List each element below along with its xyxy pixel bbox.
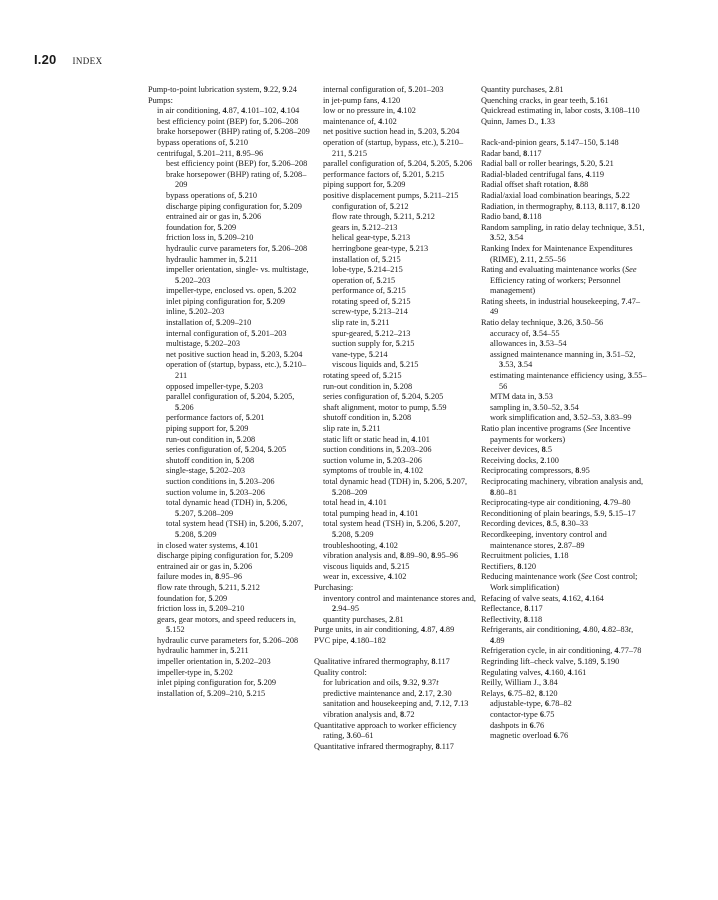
index-entry: dashpots in 6.76 xyxy=(490,720,545,730)
index-entry: total pumping head in, 4.101 xyxy=(323,508,419,518)
index-entry: entrained air or gas in, 5.206 xyxy=(157,561,253,571)
index-entry: sanitation and housekeeping and, 7.12, 7.13 xyxy=(323,699,469,709)
index-entry: Ratio plan incentive programs (See Incentive payments for workers) xyxy=(481,424,631,444)
index-entry: Rating and evaluating maintenance works (See Efficiency rating of workers; Personnel management) xyxy=(481,265,637,296)
index-entry: Random sampling, in ratio delay technique, 3.51, 3.52, 3.54 xyxy=(481,222,645,243)
index-entry: installation of, 5.215 xyxy=(332,254,401,264)
index-entry: Quantity purchases, 2.81 xyxy=(481,85,564,94)
index-entry: adjustable-type, 6.78–82 xyxy=(490,699,572,709)
index-entry: gears, gear motors, and speed reducers in, 5.152 xyxy=(157,614,296,635)
index-entry: brake horsepower (BHP) rating of, 5.208–209 xyxy=(166,169,307,190)
index-entry: predictive maintenance and, 2.17, 2.30 xyxy=(323,688,452,698)
index-entry: Qualitative infrared thermography, 8.117 xyxy=(314,657,450,667)
index-entry: static lift or static head in, 4.101 xyxy=(323,434,430,444)
index-entry: installation of, 5.209–210, 5.215 xyxy=(157,688,266,698)
index-entry: total dynamic head (TDH) in, 5.206, 5.207, 5.208–209 xyxy=(323,476,468,497)
index-entry: Radial/axial load combination bearings, 5.22 xyxy=(481,190,630,200)
index-entry: Quinn, James D., 1.33 xyxy=(481,116,555,126)
index-entry: inventory control and maintenance stores and, 2.94–95 xyxy=(323,593,476,614)
index-entry: Radial-bladed centrifugal fans, 4.119 xyxy=(481,169,604,179)
index-entry: net positive suction head in, 5.203, 5.204 xyxy=(166,349,303,359)
index-entry: total head in, 4.101 xyxy=(323,498,387,508)
index-entry: Receiving docks, 2.100 xyxy=(481,455,559,465)
index-entry: Rectifiers, 8.120 xyxy=(481,561,537,571)
index-entry: net positive suction head in, 5.203, 5.204 xyxy=(323,127,460,137)
index-entry: foundation for, 5.209 xyxy=(166,222,237,232)
index-entry: work simplification and, 3.52–53, 3.83–99 xyxy=(490,413,632,423)
index-entry: sampling in, 3.50–52, 3.54 xyxy=(490,402,579,412)
index-entry: total dynamic head (TDH) in, 5.206, 5.207, 5.208–209 xyxy=(166,498,288,518)
index-entry: piping support for, 5.209 xyxy=(323,180,406,190)
index-entry: friction loss in, 5.209–210 xyxy=(166,233,254,243)
index-entry: Quenching cracks, in gear teeth, 5.161 xyxy=(481,95,609,105)
index-entry: inlet piping configuration for, 5.209 xyxy=(166,296,286,306)
index-entry: assigned maintenance manning in, 3.51–52, 3.53, 3.54 xyxy=(490,349,636,370)
index-entry: Regulating valves, 4.160, 4.161 xyxy=(481,667,587,677)
index-entry: viscous liquids and, 5.215 xyxy=(323,561,410,571)
index-entry: vibration analysis and, 8.72 xyxy=(323,710,415,720)
index-entry: piping support for, 5.209 xyxy=(166,424,249,433)
index-entry: internal configuration of, 5.201–203 xyxy=(323,85,444,94)
index-entry: brake horsepower (BHP) rating of, 5.208–209 xyxy=(157,127,310,137)
index-entry: Reciprocating machinery, vibration analysis and, 8.80–81 xyxy=(481,476,644,497)
index-entry: symptoms of trouble in, 4.102 xyxy=(323,466,424,476)
index-column-3 xyxy=(481,85,647,742)
index-entry: bypass operations of, 5.210 xyxy=(157,137,249,147)
index-entry: Refrigerants, air conditioning, 4.80, 4.82–83t, 4.89 xyxy=(481,625,634,645)
index-column-1 xyxy=(148,85,310,699)
index-entry: internal configuration of, 5.201–203 xyxy=(166,328,287,338)
index-entry: wear in, excessive, 4.102 xyxy=(323,572,407,582)
index-entry: parallel configuration of, 5.204, 5.205, 5.206 xyxy=(166,392,295,412)
index-entry: screw-type, 5.213–214 xyxy=(332,307,408,317)
index-entry: flow rate through, 5.211, 5.212 xyxy=(157,582,260,592)
index-entry: Reciprocating compressors, 8.95 xyxy=(481,466,590,476)
index-entry: lobe-type, 5.214–215 xyxy=(332,265,403,275)
index-entry: installation of, 5.209–210 xyxy=(166,318,252,328)
index-entry: shutoff condition in, 5.208 xyxy=(323,413,412,423)
index-entry: helical gear-type, 5.213 xyxy=(332,233,411,243)
index-entry: Ratio delay technique, 3.26, 3.50–56 xyxy=(481,318,604,328)
index-entry: Purchasing: xyxy=(314,582,354,592)
index-entry: MTM data in, 3.53 xyxy=(490,392,553,402)
index-entry: impeller orientation in, 5.202–203 xyxy=(157,657,271,667)
index-entry: operation of (startup, bypass, etc.), 5.210–211, 5.215 xyxy=(323,137,464,158)
index-entry: hydraulic curve parameters for, 5.206–208 xyxy=(157,635,299,645)
index-entry: performance of, 5.215 xyxy=(332,286,406,296)
index-entry: single-stage, 5.202–203 xyxy=(166,466,246,476)
index-entry: discharge piping configuration for, 5.209 xyxy=(157,551,293,561)
index-entry: Quality control: xyxy=(314,667,367,677)
index-entry: Recording devices, 8.5, 8.30–33 xyxy=(481,519,589,529)
index-entry: best efficiency point (BEP) for, 5.206–208 xyxy=(157,116,299,126)
index-entry: quantity purchases, 2.81 xyxy=(323,614,404,624)
index-entry: hydraulic hammer in, 5.211 xyxy=(157,646,249,656)
index-entry: configuration of, 5.212 xyxy=(332,201,409,211)
index-entry: Recruitment policies, 1.18 xyxy=(481,551,569,561)
index-entry: positive displacement pumps, 5.211–215 xyxy=(323,190,459,200)
index-entry: Purge units, in air conditioning, 4.87, 4.89 xyxy=(314,625,455,635)
index-entry: spur-geared, 5.212–213 xyxy=(332,328,411,338)
index-entry: shutoff condition in, 5.208 xyxy=(166,455,255,465)
index-entry: inline, 5.202–203 xyxy=(166,307,225,317)
index-entry: opposed impeller-type, 5.203 xyxy=(166,381,264,391)
index-entry: vibration analysis and, 8.89–90, 8.95–96 xyxy=(323,551,459,561)
index-entry: shaft alignment, motor to pump, 5.59 xyxy=(323,402,447,412)
index-entry: Reflectance, 8.117 xyxy=(481,604,543,614)
index-entry: operation of (startup, bypass, etc.), 5.210–211 xyxy=(166,360,307,381)
index-entry: Recordkeeping, inventory control and maintenance stores, 2.87–89 xyxy=(481,529,607,550)
page-header xyxy=(34,52,102,70)
index-entry: bypass operations of, 5.210 xyxy=(166,190,258,200)
index-entry: failure modes in, 8.95–96 xyxy=(157,572,243,582)
index-entry: Refrigeration cycle, in air conditioning, 4.77–78 xyxy=(481,646,642,656)
index-entry: Reducing maintenance work (See Cost control; Work simplification) xyxy=(481,572,638,592)
index-entry: herringbone gear-type, 5.213 xyxy=(332,243,429,253)
index-entry: hydraulic hammer in, 5.211 xyxy=(166,254,258,264)
index-entry: Regrinding lift–check valve, 5.189, 5.190 xyxy=(481,657,620,667)
index-entry: series configuration of, 5.204, 5.205 xyxy=(166,445,287,455)
index-entry: friction loss in, 5.209–210 xyxy=(157,604,245,614)
index-entry: PVC pipe, 4.180–182 xyxy=(314,635,386,645)
index-entry: suction volume in, 5.203–206 xyxy=(323,455,422,465)
index-entry: total system head (TSH) in, 5.206, 5.207, 5.208, 5.209 xyxy=(323,519,461,539)
index-entry: total system head (TSH) in, 5.206, 5.207, 5.208, 5.209 xyxy=(166,519,304,539)
index-entry: Reilly, William J., 3.84 xyxy=(481,678,558,688)
index-entry: Radiation, in thermography, 8.113, 8.117, 8.120 xyxy=(481,201,640,211)
index-entry: Ranking Index for Maintenance Expenditures (RIME), 2.11, 2.55–56 xyxy=(481,243,633,264)
letter-gap xyxy=(314,646,476,657)
index-entry: operation of, 5.215 xyxy=(332,275,396,285)
index-entry: vane-type, 5.214 xyxy=(332,349,388,359)
index-entry: viscous liquids and, 5.215 xyxy=(332,360,419,370)
index-entry: impeller orientation, single- vs. multistage, 5.202–203 xyxy=(166,265,309,285)
index-entry: slip rate in, 5.211 xyxy=(332,318,390,328)
index-entry: Rack-and-pinion gears, 5.147–150, 5.148 xyxy=(481,137,619,147)
index-entry: accuracy of, 3.54–55 xyxy=(490,328,560,338)
index-entry: performance factors of, 5.201 xyxy=(166,413,265,423)
index-entry: inlet piping configuration for, 5.209 xyxy=(157,678,277,688)
index-entry: Reciprocating-type air conditioning, 4.79–80 xyxy=(481,498,631,508)
index-entry: contactor-type 6.75 xyxy=(490,710,555,720)
index-entry: Reconditioning of plain bearings, 5.9, 5.15–17 xyxy=(481,508,636,518)
index-entry: suction supply for, 5.215 xyxy=(332,339,415,349)
index-entry: Refacing of valve seats, 4.162, 4.164 xyxy=(481,593,604,603)
index-entry: Quantitative approach to worker efficiency rating, 3.60–61 xyxy=(314,720,457,741)
index-entry: suction conditions in, 5.203–206 xyxy=(166,476,275,486)
index-entry: Radio band, 8.118 xyxy=(481,212,542,222)
index-entry: multistage, 5.202–203 xyxy=(166,339,240,349)
index-entry: impeller-type in, 5.202 xyxy=(157,667,233,677)
index-entry: parallel configuration of, 5.204, 5.205, 5.206 xyxy=(323,159,473,169)
index-entry: series configuration of, 5.204, 5.205 xyxy=(323,392,444,402)
section-title: INDEX xyxy=(72,56,103,66)
index-entry: Radial ball or roller bearings, 5.20, 5.21 xyxy=(481,159,614,169)
index-entry: flow rate through, 5.211, 5.212 xyxy=(332,212,435,222)
index-entry: Relays, 6.75–82, 8.120 xyxy=(481,688,558,698)
page-number: I.20 xyxy=(34,52,57,67)
index-entry: Quantitative infrared thermography, 8.117 xyxy=(314,741,454,751)
index-entry: best efficiency point (BEP) for, 5.206–208 xyxy=(166,159,308,169)
index-entry: allowances in, 3.53–54 xyxy=(490,339,567,349)
index-entry: foundation for, 5.209 xyxy=(157,593,228,603)
index-column-2 xyxy=(314,85,476,752)
index-entry: entrained air or gas in, 5.206 xyxy=(166,212,262,222)
index-entry: maintenance of, 4.102 xyxy=(323,116,397,126)
index-entry: in jet-pump fans, 4.120 xyxy=(323,95,401,105)
index-entry: Reflectivity, 8.118 xyxy=(481,614,543,624)
index-entry: gears in, 5.212–213 xyxy=(332,222,398,232)
index-entry: centrifugal, 5.201–211, 8.95–96 xyxy=(157,148,264,158)
index-entry: Radar band, 8.117 xyxy=(481,148,542,158)
index-entry: low or no pressure in, 4.102 xyxy=(323,106,416,116)
index-entry: slip rate in, 5.211 xyxy=(323,424,381,433)
index-entry: Rating sheets, in industrial housekeeping, 7.47–49 xyxy=(481,296,641,317)
index-entry: rotating speed of, 5.215 xyxy=(323,371,402,381)
index-entry: Receiver devices, 8.5 xyxy=(481,445,552,455)
index-entry: Pumps: xyxy=(148,95,173,105)
index-entry: suction conditions in, 5.203–206 xyxy=(323,445,432,455)
index-entry: run-out condition in, 5.208 xyxy=(323,381,413,391)
index-entry: Pump-to-point lubrication system, 9.22, 9.24 xyxy=(148,85,297,94)
index-entry: magnetic overload 6.76 xyxy=(490,731,569,741)
index-entry: performance factors of, 5.201, 5.215 xyxy=(323,169,445,179)
index-entry: rotating speed of, 5.215 xyxy=(332,296,411,306)
letter-gap xyxy=(481,127,647,138)
index-entry: discharge piping configuration for, 5.209 xyxy=(166,201,302,211)
index-entry: for lubrication and oils, 9.32, 9.37t xyxy=(323,678,439,688)
index-entry: in air conditioning, 4.87, 4.101–102, 4.104 xyxy=(157,106,300,116)
index-entry: run-out condition in, 5.208 xyxy=(166,434,256,444)
index-entry: Radial offset shaft rotation, 8.88 xyxy=(481,180,589,190)
index-entry: hydraulic curve parameters for, 5.206–208 xyxy=(166,243,308,253)
index-entry: suction volume in, 5.203–206 xyxy=(166,487,265,497)
index-entry: Quickread estimating in, labor costs, 3.108–110 xyxy=(481,106,640,116)
index-entry: troubleshooting, 4.102 xyxy=(323,540,398,550)
index-entry: in closed water systems, 4.101 xyxy=(157,540,259,550)
index-entry: impeller-type, enclosed vs. open, 5.202 xyxy=(166,286,297,296)
index-entry: estimating maintenance efficiency using, 3.55–56 xyxy=(490,371,647,391)
